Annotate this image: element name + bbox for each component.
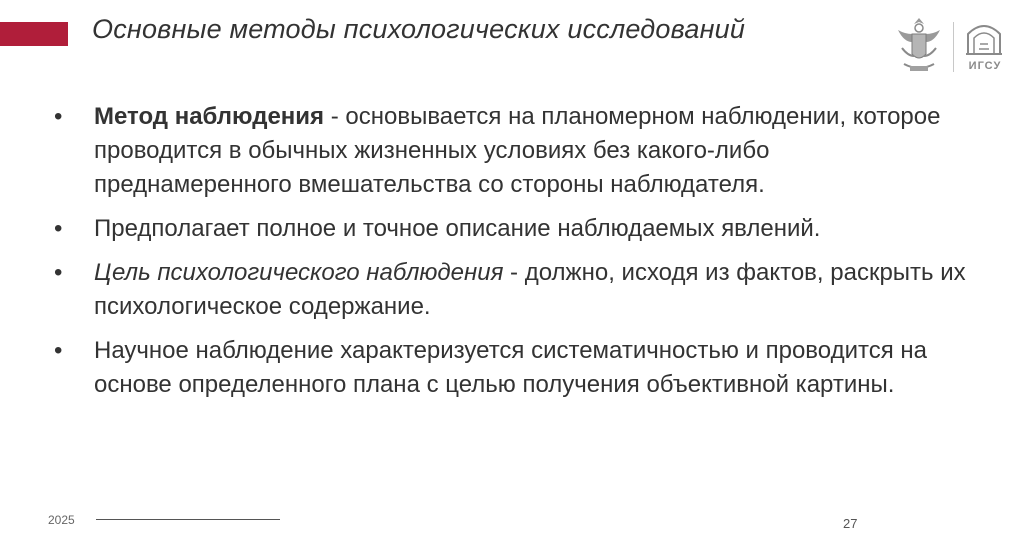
slide-title: Основные методы психологических исследований	[92, 14, 746, 44]
accent-bar	[0, 22, 68, 46]
bullet-item	[52, 256, 972, 324]
bullet-lead: Метод наблюдения	[94, 103, 325, 130]
bullet-text: - основывается на планомерном наблюдении, которое проводится в обычных жизненных условиях без какого-либо преднамеренного вмешательства со стороны наблюдателя.	[94, 103, 941, 198]
bullet-text: Научное наблюдение характеризуется систематичностью и проводится на основе определенного плана с целью получения объективной картины.	[94, 337, 928, 398]
igsu-label: ИГСУ	[968, 60, 1002, 72]
bullet-marker: •	[54, 215, 63, 242]
bullet-item	[52, 334, 972, 402]
bullet-marker: •	[54, 259, 63, 286]
eagle-emblem-icon	[890, 12, 948, 80]
igsu-logo-icon	[962, 16, 1006, 60]
logo-group	[890, 12, 1015, 80]
footer-divider	[96, 519, 280, 520]
bullet-text: Предполагает полное и точное описание наблюдаемых явлений.	[94, 215, 821, 242]
logo-divider	[953, 22, 954, 72]
bullet-item	[52, 212, 972, 246]
bullet-marker: •	[54, 103, 63, 130]
bullet-lead: Цель психологического наблюдения	[94, 259, 504, 286]
bullet-item	[52, 100, 972, 202]
footer-year: 2025	[48, 513, 75, 527]
bullet-text: - должно, исходя из фактов, раскрыть их психологическое содержание.	[94, 259, 966, 320]
page-number: 27	[843, 516, 858, 531]
bullet-list	[52, 100, 972, 412]
bullet-marker: •	[54, 337, 63, 364]
